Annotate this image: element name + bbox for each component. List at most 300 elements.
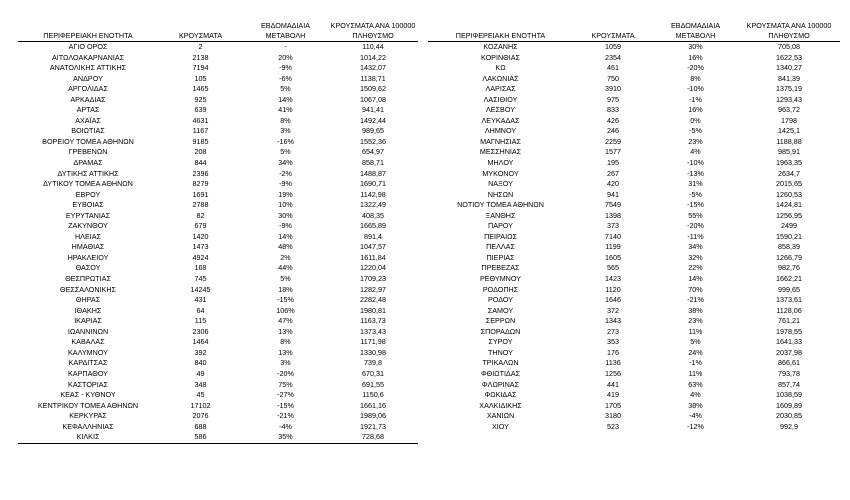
header-cases-blank	[573, 22, 653, 31]
region-cell: ΑΡΤΑΣ	[76, 105, 100, 115]
table-row	[428, 211, 840, 222]
header-per-100k-top: ΚΡΟΥΣΜΑΤΑ ΑΝΑ 100000	[746, 22, 832, 31]
weekly-change-cell: 23%	[688, 316, 703, 326]
weekly-change-cell: 30%	[688, 42, 703, 51]
table-row	[428, 63, 840, 74]
region-cell: ΛΗΜΝΟΥ	[484, 126, 517, 136]
weekly-change-cell: -10%	[687, 158, 704, 168]
cases-cell: 750	[607, 73, 619, 83]
weekly-change-cell: -	[284, 42, 287, 51]
table-row	[428, 253, 840, 264]
header-weekly-change-top: ΕΒΔΟΜΑΔΙΑΙΑ	[261, 22, 310, 31]
region-cell: ΚΑΛΥΜΝΟΥ	[68, 347, 108, 357]
table-row	[428, 179, 840, 190]
table-row	[18, 116, 418, 127]
region-cell: ΣΥΡΟΥ	[488, 337, 513, 347]
region-cell: ΞΑΝΘΗΣ	[485, 210, 516, 220]
per-100k-cell: 1330,98	[360, 347, 386, 357]
cases-cell: 1465	[192, 84, 209, 94]
cases-cell: 64	[196, 305, 205, 315]
header-region: ΠΕΡΙΦΕΡΕΙΑΚΗ ΕΝΟΤΗΤΑ	[18, 31, 158, 42]
per-100k-cell: 408,35	[362, 210, 384, 220]
cases-cell: 639	[194, 105, 207, 115]
table-row	[18, 126, 418, 137]
cases-cell: 1646	[605, 295, 621, 305]
table-row	[18, 295, 418, 306]
region-cell: ΧΙΟΥ	[492, 421, 509, 431]
header-region: ΠΕΡΙΦΕΡΕΙΑΚΗ ΕΝΟΤΗΤΑ	[428, 31, 573, 42]
per-100k-cell: 1425,1	[778, 126, 800, 136]
cases-cell: 840	[194, 358, 207, 368]
weekly-change-cell: 8%	[280, 337, 291, 347]
table-row	[18, 327, 418, 338]
per-100k-cell: 1989,06	[360, 411, 386, 421]
table-row	[18, 401, 418, 412]
per-100k-cell: 1188,88	[776, 136, 802, 146]
weekly-change-cell: -20%	[687, 63, 704, 73]
per-100k-cell: 858,39	[778, 242, 800, 252]
region-cell: ΚΕΡΚΥΡΑΣ	[69, 411, 107, 421]
per-100k-cell: 739,8	[364, 358, 382, 368]
region-cell: ΦΛΩΡΙΝΑΣ	[481, 379, 520, 389]
per-100k-cell: 1622,53	[776, 52, 802, 62]
header-weekly-change-top: ΕΒΔΟΜΑΔΙΑΙΑ	[671, 22, 720, 31]
region-cell: ΦΩΚΙΔΑΣ	[484, 390, 517, 400]
per-100k-cell: 654,97	[362, 147, 384, 157]
cases-cell: 1199	[605, 242, 621, 252]
left-table-header	[18, 22, 418, 42]
table-row	[18, 369, 418, 380]
cases-cell: 49	[196, 368, 205, 378]
per-100k-cell: 1661,16	[360, 400, 386, 410]
region-cell: ΑΡΚΑΔΙΑΣ	[70, 94, 106, 104]
weekly-change-cell: -15%	[277, 400, 294, 410]
table-row	[428, 401, 840, 412]
cases-cell: 1473	[192, 242, 209, 252]
per-100k-cell: 1798	[781, 115, 797, 125]
per-100k-cell: 1128,06	[776, 305, 802, 315]
table-row	[18, 147, 418, 158]
region-cell: ΚΑΡΠΑΘΟΥ	[68, 368, 108, 378]
cases-cell: 1464	[192, 337, 209, 347]
weekly-change-cell: 14%	[278, 231, 293, 241]
weekly-change-cell: 75%	[278, 379, 293, 389]
table-row	[428, 95, 840, 106]
weekly-change-cell: 32%	[688, 252, 703, 262]
weekly-change-cell: -27%	[277, 390, 294, 400]
table-row	[428, 422, 840, 433]
weekly-change-cell: 41%	[278, 105, 293, 115]
table-row	[18, 53, 418, 64]
weekly-change-cell: 63%	[688, 379, 703, 389]
table-row	[428, 263, 840, 274]
table-row	[428, 242, 840, 253]
table-row	[18, 42, 418, 53]
region-cell: ΜΗΛΟΥ	[487, 158, 514, 168]
per-100k-cell: 1709,23	[360, 274, 386, 284]
weekly-change-cell: 38%	[688, 305, 703, 315]
header-cases: ΚΡΟΥΣΜΑΤΑ	[573, 31, 653, 42]
per-100k-cell: 858,71	[362, 158, 384, 168]
table-row	[18, 285, 418, 296]
cases-cell: 1691	[192, 189, 209, 199]
header-weekly-change-bottom: ΜΕΤΑΒΟΛΗ	[243, 31, 328, 42]
table-row	[18, 232, 418, 243]
per-100k-cell: 1282,97	[360, 284, 386, 294]
cases-cell: 1120	[605, 284, 621, 294]
region-cell: ΓΡΕΒΕΝΩΝ	[68, 147, 108, 157]
weekly-change-cell: -9%	[279, 179, 292, 189]
region-cell: ΠΕΛΛΑΣ	[486, 242, 515, 252]
per-100k-cell: 2037,98	[776, 347, 802, 357]
cases-cell: 3180	[605, 411, 621, 421]
region-cell: ΡΟΔΟΥ	[487, 295, 514, 305]
per-100k-cell: 1375,19	[776, 84, 802, 94]
weekly-change-cell: 4%	[690, 147, 701, 157]
cases-cell: 4631	[192, 115, 209, 125]
cases-cell: 975	[607, 94, 619, 104]
region-cell: ΙΘΑΚΗΣ	[74, 305, 102, 315]
header-cases: ΚΡΟΥΣΜΑΤΑ	[158, 31, 243, 42]
table-row	[428, 369, 840, 380]
per-100k-cell: 1340,27	[776, 63, 802, 73]
region-cell: ΚΕΝΤΡΙΚΟΥ ΤΟΜΕΑ ΑΘΗΝΩΝ	[37, 400, 139, 410]
weekly-change-cell: -4%	[279, 421, 292, 431]
cases-cell: 844	[194, 158, 207, 168]
table-row	[18, 380, 418, 391]
per-100k-cell: 1163,73	[360, 316, 386, 326]
table-row	[18, 105, 418, 116]
region-cell: ΔΥΤΙΚΗΣ ΑΤΤΙΚΗΣ	[57, 168, 119, 178]
header-per-100k-top: ΚΡΟΥΣΜΑΤΑ ΑΝΑ 100000	[330, 22, 416, 31]
per-100k-cell: 1293,43	[776, 94, 802, 104]
per-100k-cell: 1963,35	[776, 158, 802, 168]
per-100k-cell: 1373,61	[776, 295, 802, 305]
table-row	[428, 53, 840, 64]
per-100k-cell: 2282,48	[360, 295, 386, 305]
cases-cell: 372	[607, 305, 619, 315]
weekly-change-cell: 10%	[278, 200, 293, 210]
weekly-change-cell: 31%	[688, 179, 703, 189]
table-row	[428, 200, 840, 211]
table-row	[18, 63, 418, 74]
region-cell: ΚΑΒΑΛΑΣ	[71, 337, 105, 347]
cases-cell: 1256	[605, 368, 621, 378]
weekly-change-cell: 11%	[688, 368, 703, 378]
region-cell: ΦΘΙΩΤΙΔΑΣ	[480, 368, 521, 378]
cases-cell: 267	[607, 168, 619, 178]
per-100k-cell: 1220,04	[360, 263, 386, 273]
weekly-change-cell: 22%	[688, 263, 703, 273]
weekly-change-cell: -6%	[279, 73, 292, 83]
region-cell: ΑΓΙΟ ΟΡΟΣ	[68, 42, 108, 51]
weekly-change-cell: 70%	[688, 284, 703, 294]
region-cell: ΚΕΦΑΛΛΗΝΙΑΣ	[62, 421, 114, 431]
table-row	[428, 274, 840, 285]
cases-cell: 925	[194, 94, 207, 104]
weekly-change-cell: -1%	[689, 94, 702, 104]
table-row	[428, 221, 840, 232]
weekly-change-cell: 55%	[688, 210, 703, 220]
region-cell: ΖΑΚΥΝΘΟΥ	[68, 221, 108, 231]
table-row	[428, 316, 840, 327]
region-cell: ΕΒΡΟΥ	[75, 189, 101, 199]
per-100k-cell: 891,4	[364, 231, 382, 241]
table-row	[428, 306, 840, 317]
table-row	[428, 348, 840, 359]
cases-cell: 1059	[605, 42, 621, 51]
cases-cell: 1136	[605, 358, 621, 368]
table-row	[18, 211, 418, 222]
per-100k-cell: 761,21	[778, 316, 800, 326]
weekly-change-cell: 30%	[278, 210, 293, 220]
per-100k-cell: 1609,89	[776, 400, 802, 410]
table-row	[428, 411, 840, 422]
weekly-change-cell: 24%	[688, 347, 703, 357]
cases-cell: 745	[194, 274, 207, 284]
region-cell: ΘΕΣΠΡΩΤΙΑΣ	[65, 274, 111, 284]
weekly-change-cell: -1%	[689, 358, 702, 368]
region-cell: ΠΙΕΡΙΑΣ	[486, 252, 515, 262]
table-row	[428, 42, 840, 53]
region-cell: ΑΧΑΪΑΣ	[75, 115, 101, 125]
per-100k-cell: 989,65	[362, 126, 384, 136]
weekly-change-cell: 5%	[690, 337, 701, 347]
per-100k-cell: 857,74	[778, 379, 800, 389]
cases-cell: 392	[194, 347, 207, 357]
per-100k-cell: 793,78	[778, 368, 800, 378]
table-row	[18, 432, 418, 443]
region-cell: ΘΗΡΑΣ	[75, 295, 101, 305]
region-cell: ΝΗΣΩΝ	[487, 189, 514, 199]
cases-cell: 8279	[192, 179, 209, 189]
right-table-header	[428, 22, 840, 42]
table-row	[18, 190, 418, 201]
table-row	[428, 126, 840, 137]
table-row	[428, 116, 840, 127]
cases-cell: 7549	[605, 200, 621, 210]
region-cell: ΜΥΚΟΝΟΥ	[482, 168, 519, 178]
per-100k-cell: 1260,53	[776, 189, 802, 199]
cases-cell: 1420	[192, 231, 209, 241]
table-row	[18, 411, 418, 422]
table-row	[428, 285, 840, 296]
region-cell: ΛΕΥΚΑΔΑΣ	[481, 115, 520, 125]
region-cell: ΣΕΡΡΩΝ	[485, 316, 516, 326]
weekly-change-cell: -13%	[687, 168, 704, 178]
cases-cell: 17102	[190, 400, 211, 410]
region-cell: ΠΑΡΟΥ	[488, 221, 513, 231]
table-row	[428, 327, 840, 338]
header-per-100k-bottom: ΠΛΗΘΥΣΜΟ	[738, 31, 840, 42]
per-100k-cell: 1611,84	[360, 252, 386, 262]
cases-cell: 2396	[192, 168, 209, 178]
weekly-change-cell: -11%	[687, 231, 704, 241]
per-100k-cell: 705,08	[778, 42, 800, 51]
table-row	[18, 422, 418, 433]
weekly-change-cell: 106%	[276, 305, 295, 315]
weekly-change-cell: 14%	[278, 94, 293, 104]
weekly-change-cell: 11%	[688, 326, 703, 336]
per-100k-cell: 2030,85	[776, 411, 802, 421]
per-100k-cell: 1256,95	[776, 210, 802, 220]
region-cell: ΑΡΓΟΛΙΔΑΣ	[68, 84, 108, 94]
table-row	[428, 169, 840, 180]
weekly-change-cell: 18%	[278, 284, 293, 294]
cases-cell: 586	[158, 432, 243, 443]
table-row	[18, 274, 418, 285]
cases-cell: 9185	[192, 136, 209, 146]
table-row	[428, 358, 840, 369]
per-100k-cell: 941,41	[362, 105, 384, 115]
table-row	[18, 253, 418, 264]
weekly-change-cell: 4%	[690, 390, 701, 400]
cases-cell: 679	[194, 221, 207, 231]
table-row	[18, 358, 418, 369]
table-row	[428, 390, 840, 401]
weekly-change-cell: -2%	[279, 168, 292, 178]
table-row	[428, 337, 840, 348]
cases-cell: 3910	[605, 84, 621, 94]
per-100k-cell: 1373,43	[360, 326, 386, 336]
weekly-change-cell: 14%	[688, 274, 703, 284]
per-100k-cell: 841,39	[778, 73, 800, 83]
per-100k-cell: 1921,73	[360, 421, 386, 431]
per-100k-cell: 1171,98	[360, 337, 386, 347]
region-cell: ΤΡΙΚΑΛΩΝ	[482, 358, 519, 368]
region-cell: ΧΑΛΚΙΔΙΚΗΣ	[479, 400, 522, 410]
left-table-body	[18, 42, 418, 444]
per-100k-cell: 1067,08	[360, 94, 386, 104]
region-cell: ΑΝΑΤΟΛΙΚΗΣ ΑΤΤΙΚΗΣ	[49, 63, 127, 73]
cases-cell: 1577	[605, 147, 621, 157]
per-100k-cell: 1662,21	[776, 274, 802, 284]
cases-cell: 461	[607, 63, 619, 73]
per-100k-cell: 2499	[781, 221, 797, 231]
cases-cell: 420	[607, 179, 619, 189]
cases-cell: 2788	[192, 200, 209, 210]
header-cases-blank	[158, 22, 243, 31]
region-cell: ΚΟΖΑΝΗΣ	[483, 42, 518, 51]
cases-cell: 208	[194, 147, 207, 157]
region-cell: ΔΥΤΙΚΟΥ ΤΟΜΕΑ ΑΘΗΝΩΝ	[43, 179, 133, 189]
cases-cell: 353	[607, 337, 619, 347]
table-row	[18, 179, 418, 190]
per-100k-cell: 992,9	[780, 421, 798, 431]
per-100k-cell: 1322,49	[360, 200, 386, 210]
region-cell: ΚΑΡΔΙΤΣΑΣ	[68, 358, 108, 368]
per-100k-cell: 728,68	[328, 432, 418, 443]
cases-cell: 1343	[605, 316, 621, 326]
cases-cell: 1423	[605, 274, 621, 284]
weekly-change-cell: 5%	[280, 147, 291, 157]
weekly-change-cell: -21%	[687, 295, 704, 305]
table-row	[428, 190, 840, 201]
weekly-change-cell: 23%	[688, 136, 703, 146]
region-cell: ΛΑΣΙΘΙΟΥ	[483, 94, 518, 104]
cases-cell: 419	[607, 390, 619, 400]
table-row	[18, 95, 418, 106]
cases-cell: 2259	[605, 136, 621, 146]
per-100k-cell: 1432,07	[360, 63, 386, 73]
weekly-change-cell: 16%	[688, 52, 703, 62]
per-100k-cell: 2015,65	[776, 179, 802, 189]
weekly-change-cell: 2%	[280, 252, 291, 262]
weekly-change-cell: 13%	[278, 347, 293, 357]
region-cell: ΛΕΣΒΟΥ	[486, 105, 515, 115]
weekly-change-cell: 47%	[278, 316, 293, 326]
weekly-change-cell: 3%	[280, 126, 291, 136]
region-cell: ΚΟΡΙΝΘΙΑΣ	[481, 52, 520, 62]
cases-cell: 523	[607, 421, 619, 431]
weekly-change-cell: 13%	[278, 326, 293, 336]
region-cell: ΘΕΣΣΑΛΟΝΙΚΗΣ	[60, 284, 116, 294]
weekly-change-cell: -15%	[687, 200, 704, 210]
per-100k-cell: 1014,22	[360, 52, 386, 62]
weekly-change-cell: -20%	[687, 221, 704, 231]
table-row	[428, 232, 840, 243]
weekly-change-cell: -9%	[279, 221, 292, 231]
per-100k-cell: 1038,59	[776, 390, 802, 400]
region-cell: ΚΩ	[495, 63, 506, 73]
weekly-change-cell: 44%	[278, 263, 293, 273]
region-cell: ΒΟΡΕΙΟΥ ΤΟΜΕΑ ΑΘΗΝΩΝ	[42, 136, 134, 146]
cases-cell: 105	[194, 73, 207, 83]
per-100k-cell: 1509,62	[360, 84, 386, 94]
weekly-change-cell: -16%	[277, 136, 294, 146]
per-100k-cell: 1142,98	[360, 189, 386, 199]
region-cell: ΑΝΔΡΟΥ	[73, 73, 103, 83]
cases-cell: 373	[607, 221, 619, 231]
weekly-change-cell: 20%	[278, 52, 293, 62]
weekly-change-cell: 0%	[690, 115, 701, 125]
table-row	[428, 137, 840, 148]
region-cell: ΒΟΙΩΤΙΑΣ	[71, 126, 105, 136]
region-cell: ΕΥΒΟΙΑΣ	[72, 200, 104, 210]
per-100k-cell: 670,31	[362, 368, 384, 378]
weekly-change-cell: 19%	[278, 189, 293, 199]
weekly-change-cell: 38%	[688, 400, 703, 410]
table-row	[18, 316, 418, 327]
table-row	[428, 84, 840, 95]
per-100k-cell: 1641,33	[776, 337, 802, 347]
region-cell: ΙΩΑΝΝΙΝΩΝ	[67, 326, 109, 336]
cases-cell: 2354	[605, 52, 621, 62]
table-row	[18, 348, 418, 359]
per-100k-cell: 982,76	[778, 263, 800, 273]
per-100k-cell: 1266,79	[776, 252, 802, 262]
per-100k-cell: 110,44	[362, 42, 384, 51]
cases-cell: 1398	[605, 210, 621, 220]
cases-cell: 1605	[605, 252, 621, 262]
region-cell: ΜΕΣΣΗΝΙΑΣ	[479, 147, 522, 157]
per-100k-cell: 1047,57	[360, 242, 386, 252]
weekly-change-cell: 8%	[280, 115, 291, 125]
header-weekly-change-bottom: ΜΕΤΑΒΟΛΗ	[653, 31, 738, 42]
per-100k-cell: 1138,71	[360, 73, 386, 83]
cases-cell: 2306	[192, 326, 209, 336]
header-region-blank	[18, 22, 158, 31]
region-cell: ΚΑΣΤΟΡΙΑΣ	[68, 379, 108, 389]
cases-cell: 82	[196, 210, 205, 220]
region-cell: ΙΚΑΡΙΑΣ	[74, 316, 102, 326]
cases-cell: 115	[194, 316, 207, 326]
per-100k-cell: 1492,44	[360, 115, 386, 125]
region-cell: ΣΑΜΟΥ	[487, 305, 514, 315]
region-cell: ΛΑΡΙΣΑΣ	[485, 84, 516, 94]
table-row	[18, 158, 418, 169]
cases-cell: 246	[607, 126, 619, 136]
